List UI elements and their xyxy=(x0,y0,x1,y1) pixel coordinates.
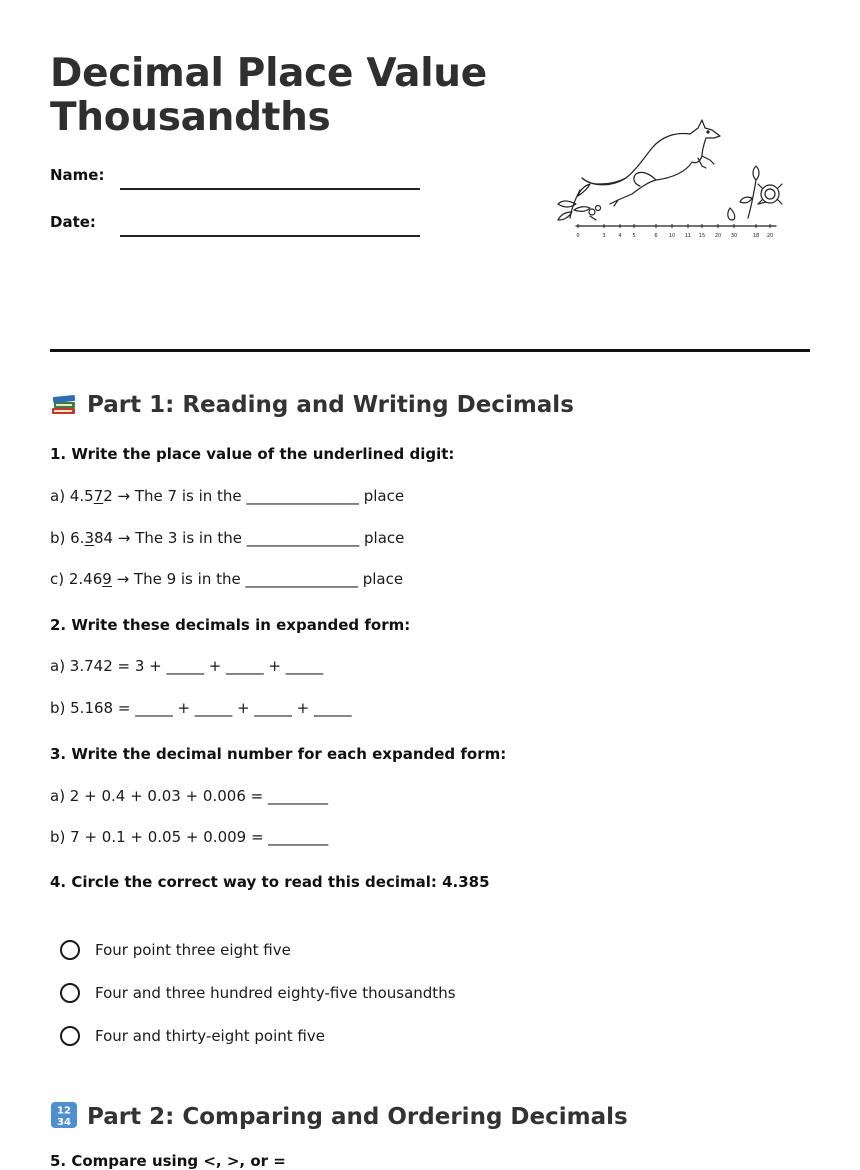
tick-label: 20 xyxy=(766,233,774,239)
date-label: Date: xyxy=(50,213,96,231)
page-title xyxy=(50,52,487,140)
answer-option-3[interactable] xyxy=(60,1023,325,1049)
tick-label: 30 xyxy=(730,233,738,239)
svg-text:34: 34 xyxy=(57,1117,71,1128)
question-2-prompt: 2. Write these decimals in expanded form: xyxy=(50,616,411,634)
kangaroo-number-line-icon xyxy=(552,108,788,244)
question-1a: a) 4.572 → The 7 is in the _______________ place xyxy=(50,487,405,505)
part-2-heading xyxy=(50,1101,628,1132)
numbers-1234-icon xyxy=(50,1101,78,1129)
answer-option-label: Four and three hundred eighty-five thousandths xyxy=(95,984,456,1002)
tick-label: 18 xyxy=(752,233,760,239)
part-1-heading xyxy=(50,389,574,420)
underlined-digit: 9 xyxy=(102,570,112,588)
part-1-heading-text: Part 1: Reading and Writing Decimals xyxy=(87,392,574,418)
question-5-prompt-partial: 5. Compare using <, >, or = xyxy=(50,1152,286,1170)
question-3a: a) 2 + 0.4 + 0.03 + 0.006 = ________ xyxy=(50,787,328,805)
name-answer-line[interactable] xyxy=(120,188,420,190)
question-2a: a) 3.742 = 3 + _____ + _____ + _____ xyxy=(50,657,324,675)
radio-circle-icon[interactable] xyxy=(60,983,80,1003)
title-line-1: Decimal Place Value xyxy=(50,51,487,96)
question-3b: b) 7 + 0.1 + 0.05 + 0.009 = ________ xyxy=(50,828,329,846)
tick-label: 5 xyxy=(632,233,636,239)
answer-option-label: Four point three eight five xyxy=(95,941,291,959)
date-answer-line[interactable] xyxy=(120,235,420,237)
section-divider xyxy=(50,349,810,352)
question-2b: b) 5.168 = _____ + _____ + _____ + _____ xyxy=(50,699,352,717)
name-label: Name: xyxy=(50,166,105,184)
title-line-2: Thousandths xyxy=(50,95,331,140)
tick-label: 4 xyxy=(618,233,622,239)
question-3-prompt: 3. Write the decimal number for each expanded form: xyxy=(50,745,507,763)
radio-circle-icon[interactable] xyxy=(60,940,80,960)
answer-option-1[interactable] xyxy=(60,937,291,963)
question-1b: b) 6.384 → The 3 is in the _______________ place xyxy=(50,529,405,547)
question-4-prompt: 4. Circle the correct way to read this decimal: 4.385 xyxy=(50,873,490,891)
part-2-heading-text: Part 2: Comparing and Ordering Decimals xyxy=(87,1104,628,1130)
tick-label: 20 xyxy=(714,233,722,239)
svg-text:12: 12 xyxy=(57,1105,71,1117)
books-icon xyxy=(50,389,78,417)
tick-label: 10 xyxy=(668,233,676,239)
tick-label: 3 xyxy=(602,233,606,239)
underlined-digit: 7 xyxy=(93,487,104,505)
radio-circle-icon[interactable] xyxy=(60,1026,80,1046)
question-1-prompt: 1. Write the place value of the underlined digit: xyxy=(50,445,455,463)
answer-option-label: Four and thirty-eight point five xyxy=(95,1027,325,1045)
tick-label: 0 xyxy=(576,233,580,239)
tick-label: 6 xyxy=(654,233,658,239)
tick-label: 11 xyxy=(684,233,692,239)
underlined-digit: 3 xyxy=(84,529,94,547)
tick-label: 15 xyxy=(698,233,706,239)
question-1c: c) 2.469 → The 9 is in the _______________ place xyxy=(50,570,404,588)
answer-option-2[interactable] xyxy=(60,980,456,1006)
